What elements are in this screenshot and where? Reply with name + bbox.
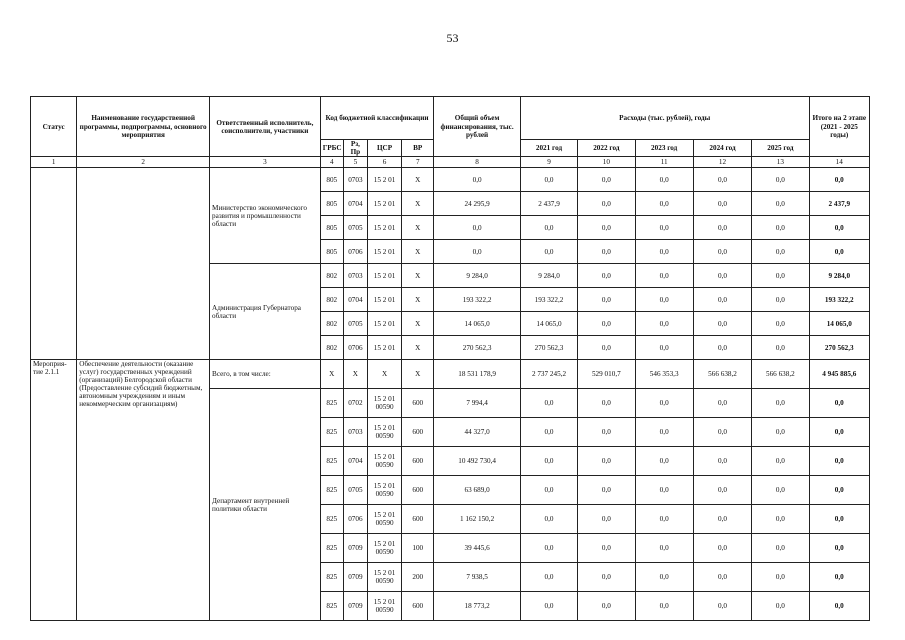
stage-total-cell: 0,0 [809, 476, 869, 505]
year-2025-cell: 0,0 [752, 476, 809, 505]
vr-cell: 600 [402, 505, 434, 534]
year-2022-cell: 0,0 [578, 240, 635, 264]
year-2022-cell: 0,0 [578, 418, 635, 447]
vr-cell: 600 [402, 389, 434, 418]
vr-cell: X [402, 216, 434, 240]
year-2022-cell: 0,0 [578, 389, 635, 418]
csr-cell: 15 2 01 [367, 192, 401, 216]
col-index: 5 [343, 157, 367, 168]
year-2023-cell: 0,0 [635, 336, 693, 360]
year-2023-cell: 0,0 [635, 288, 693, 312]
rzpr-cell: 0706 [343, 336, 367, 360]
col-index: 13 [752, 157, 809, 168]
csr-subcode: 00590 [375, 432, 394, 441]
total-cell: 10 492 730,4 [434, 447, 521, 476]
year-2021-cell: 0,0 [520, 592, 577, 621]
name-cell-empty [77, 168, 210, 360]
grbs-cell: 825 [320, 534, 343, 563]
vr-cell: X [402, 336, 434, 360]
year-2021-cell: 270 562,3 [520, 336, 577, 360]
year-2021-cell: 0,0 [520, 505, 577, 534]
year-2024-cell: 0,0 [693, 505, 751, 534]
year-2021-cell: 9 284,0 [520, 264, 577, 288]
header-rzpr: Рз, Пр [343, 140, 367, 157]
year-2022-cell: 0,0 [578, 192, 635, 216]
header-name: Наименование государственной программы, подпрограммы, основного мероприятия [77, 97, 210, 157]
total-cell: 14 065,0 [434, 312, 521, 336]
year-2024-cell: 0,0 [693, 288, 751, 312]
header-year-2023: 2023 год [635, 140, 693, 157]
total-cell: 24 295,9 [434, 192, 521, 216]
col-index: 2 [77, 157, 210, 168]
vr-cell: X [402, 288, 434, 312]
csr-code: 15 2 01 [373, 569, 396, 578]
year-2022-cell: 0,0 [578, 216, 635, 240]
total-cell: 193 322,2 [434, 288, 521, 312]
year-2023-cell: 0,0 [635, 505, 693, 534]
csr-subcode: 00590 [375, 606, 394, 615]
col-index: 10 [578, 157, 635, 168]
year-2021-cell: 0,0 [520, 476, 577, 505]
stage-total-cell: 0,0 [809, 447, 869, 476]
year-2023-cell: 0,0 [635, 168, 693, 192]
header-year-2025: 2025 год [752, 140, 809, 157]
rzpr-cell: 0704 [343, 192, 367, 216]
year-2025-cell: 0,0 [752, 192, 809, 216]
col-index: 1 [31, 157, 77, 168]
stage-total-cell: 0,0 [809, 389, 869, 418]
year-2022-cell: 0,0 [578, 563, 635, 592]
table-row [31, 168, 870, 192]
header-total-stage: Итого на 2 этапе (2021 - 2025 годы) [809, 97, 869, 157]
page-number: 53 [446, 31, 459, 45]
csr-subcode: 00590 [375, 490, 394, 499]
rzpr-cell: 0709 [343, 592, 367, 621]
csr-code: 15 2 01 [373, 598, 396, 607]
stage-total-cell: 0,0 [809, 563, 869, 592]
col-index: 8 [434, 157, 521, 168]
year-2021-cell: 0,0 [520, 563, 577, 592]
csr-cell [367, 418, 401, 447]
csr-cell: X [367, 360, 401, 389]
vr-cell: X [402, 192, 434, 216]
grbs-cell: 825 [320, 476, 343, 505]
year-2025-cell: 0,0 [752, 240, 809, 264]
year-2024-cell: 0,0 [693, 216, 751, 240]
grbs-cell: 805 [320, 168, 343, 192]
csr-cell [367, 389, 401, 418]
rzpr-cell: 0709 [343, 563, 367, 592]
year-2023-cell: 0,0 [635, 418, 693, 447]
header-year-2021: 2021 год [520, 140, 577, 157]
year-2023-cell: 0,0 [635, 447, 693, 476]
year-2022-cell: 529 010,7 [578, 360, 635, 389]
csr-code: 15 2 01 [373, 511, 396, 520]
total-cell: 0,0 [434, 240, 521, 264]
total-cell: 9 284,0 [434, 264, 521, 288]
vr-cell: 200 [402, 563, 434, 592]
year-2024-cell: 0,0 [693, 312, 751, 336]
year-2024-cell: 0,0 [693, 192, 751, 216]
col-index: 9 [520, 157, 577, 168]
year-2022-cell: 0,0 [578, 476, 635, 505]
rzpr-cell: 0705 [343, 216, 367, 240]
rzpr-cell: X [343, 360, 367, 389]
year-2022-cell: 0,0 [578, 505, 635, 534]
rzpr-cell: 0709 [343, 534, 367, 563]
grbs-cell: 802 [320, 264, 343, 288]
col-index: 3 [210, 157, 321, 168]
csr-cell: 15 2 01 [367, 312, 401, 336]
header-csr: ЦСР [367, 140, 401, 157]
grbs-cell: 805 [320, 216, 343, 240]
csr-subcode: 00590 [375, 548, 394, 557]
header-total-volume: Общий объем финансирования, тыс. рублей [434, 97, 521, 157]
total-cell: 39 445,6 [434, 534, 521, 563]
rzpr-cell: 0706 [343, 240, 367, 264]
year-2021-cell: 2 737 245,2 [520, 360, 577, 389]
csr-cell: 15 2 01 [367, 288, 401, 312]
csr-cell: 15 2 01 [367, 336, 401, 360]
rzpr-cell: 0703 [343, 264, 367, 288]
year-2023-cell: 0,0 [635, 192, 693, 216]
year-2025-cell: 0,0 [752, 168, 809, 192]
year-2023-cell: 0,0 [635, 240, 693, 264]
year-2024-cell: 0,0 [693, 336, 751, 360]
csr-cell [367, 505, 401, 534]
total-cell: 18 531 178,9 [434, 360, 521, 389]
rzpr-cell: 0703 [343, 418, 367, 447]
vr-cell: 100 [402, 534, 434, 563]
year-2023-cell: 0,0 [635, 534, 693, 563]
header-expenses: Расходы (тыс. рублей), годы [520, 97, 809, 140]
year-2025-cell: 0,0 [752, 389, 809, 418]
year-2021-cell: 14 065,0 [520, 312, 577, 336]
header-year-2024: 2024 год [693, 140, 751, 157]
year-2025-cell: 566 638,2 [752, 360, 809, 389]
year-2025-cell: 0,0 [752, 447, 809, 476]
year-2022-cell: 0,0 [578, 264, 635, 288]
year-2024-cell: 0,0 [693, 418, 751, 447]
header-budget-code: Код бюджетной классификации [320, 97, 434, 140]
csr-subcode: 00590 [375, 577, 394, 586]
year-2025-cell: 0,0 [752, 336, 809, 360]
grbs-cell: 802 [320, 336, 343, 360]
total-cell: 63 689,0 [434, 476, 521, 505]
vr-cell: X [402, 264, 434, 288]
total-cell: 18 773,2 [434, 592, 521, 621]
measure-status: Мероприя-тие 2.1.1 [31, 360, 77, 621]
year-2025-cell: 0,0 [752, 592, 809, 621]
rzpr-cell: 0705 [343, 476, 367, 505]
csr-code: 15 2 01 [373, 453, 396, 462]
csr-subcode: 00590 [375, 403, 394, 412]
year-2024-cell: 0,0 [693, 534, 751, 563]
total-cell: 0,0 [434, 216, 521, 240]
stage-total-cell: 0,0 [809, 592, 869, 621]
stage-total-cell: 0,0 [809, 240, 869, 264]
csr-cell [367, 563, 401, 592]
csr-cell [367, 476, 401, 505]
vr-cell: X [402, 312, 434, 336]
csr-code: 15 2 01 [373, 540, 396, 549]
grbs-cell: 825 [320, 592, 343, 621]
year-2021-cell: 0,0 [520, 447, 577, 476]
rzpr-cell: 0703 [343, 168, 367, 192]
col-index: 7 [402, 157, 434, 168]
column-index-row [31, 157, 870, 168]
stage-total-cell: 0,0 [809, 505, 869, 534]
vr-cell: 600 [402, 418, 434, 447]
total-cell: 44 327,0 [434, 418, 521, 447]
stage-total-cell: 0,0 [809, 168, 869, 192]
grbs-cell: 825 [320, 563, 343, 592]
year-2025-cell: 0,0 [752, 288, 809, 312]
csr-code: 15 2 01 [373, 482, 396, 491]
budget-table [30, 96, 870, 621]
year-2023-cell: 0,0 [635, 476, 693, 505]
grbs-cell: 825 [320, 418, 343, 447]
rzpr-cell: 0702 [343, 389, 367, 418]
csr-cell: 15 2 01 [367, 168, 401, 192]
year-2024-cell: 0,0 [693, 240, 751, 264]
csr-cell: 15 2 01 [367, 216, 401, 240]
rzpr-cell: 0705 [343, 312, 367, 336]
total-label: Всего, в том числе: [210, 360, 321, 389]
stage-total-cell: 0,0 [809, 418, 869, 447]
year-2023-cell: 0,0 [635, 389, 693, 418]
year-2025-cell: 0,0 [752, 264, 809, 288]
grbs-cell: 825 [320, 447, 343, 476]
stage-total-cell: 0,0 [809, 216, 869, 240]
rzpr-cell: 0706 [343, 505, 367, 534]
stage-total-cell: 2 437,9 [809, 192, 869, 216]
status-cell-empty [31, 168, 77, 360]
year-2025-cell: 0,0 [752, 418, 809, 447]
year-2024-cell: 0,0 [693, 592, 751, 621]
csr-code: 15 2 01 [373, 424, 396, 433]
col-index: 12 [693, 157, 751, 168]
year-2022-cell: 0,0 [578, 312, 635, 336]
year-2021-cell: 0,0 [520, 216, 577, 240]
csr-code: 15 2 01 [373, 395, 396, 404]
vr-cell: 600 [402, 592, 434, 621]
year-2024-cell: 0,0 [693, 168, 751, 192]
stage-total-cell: 4 945 885,6 [809, 360, 869, 389]
year-2024-cell: 0,0 [693, 389, 751, 418]
executor-ministry: Министерство экономического развития и промышленности области [210, 168, 321, 264]
year-2022-cell: 0,0 [578, 592, 635, 621]
vr-cell: X [402, 168, 434, 192]
year-2022-cell: 0,0 [578, 534, 635, 563]
header-status: Статус [31, 97, 77, 157]
total-cell: 7 938,5 [434, 563, 521, 592]
vr-cell: X [402, 240, 434, 264]
total-cell: 0,0 [434, 168, 521, 192]
grbs-cell: 805 [320, 240, 343, 264]
year-2025-cell: 0,0 [752, 534, 809, 563]
year-2021-cell: 0,0 [520, 168, 577, 192]
measure-name: Обеспечение деятельности (оказание услуг) государственных учреждений (организаций) Белгородской области (Предоставление субсидий бюджетным, автономным учреждениям и иным некоммерческим организациям) [77, 360, 210, 621]
stage-total-cell: 14 065,0 [809, 312, 869, 336]
measure-total-row [31, 360, 870, 389]
year-2021-cell: 0,0 [520, 534, 577, 563]
grbs-cell: 802 [320, 288, 343, 312]
csr-cell [367, 592, 401, 621]
year-2023-cell: 0,0 [635, 563, 693, 592]
year-2023-cell: 0,0 [635, 264, 693, 288]
executor-admin: Администрация Губернатора области [210, 264, 321, 360]
csr-subcode: 00590 [375, 461, 394, 470]
grbs-cell: X [320, 360, 343, 389]
stage-total-cell: 270 562,3 [809, 336, 869, 360]
year-2021-cell: 0,0 [520, 418, 577, 447]
header-grbs: ГРБС [320, 140, 343, 157]
year-2024-cell: 0,0 [693, 476, 751, 505]
header-executor: Ответственный исполнитель, соисполнители, участники [210, 97, 321, 157]
year-2024-cell: 0,0 [693, 447, 751, 476]
total-cell: 7 994,4 [434, 389, 521, 418]
year-2022-cell: 0,0 [578, 336, 635, 360]
year-2022-cell: 0,0 [578, 168, 635, 192]
stage-total-cell: 9 284,0 [809, 264, 869, 288]
vr-cell: X [402, 360, 434, 389]
grbs-cell: 825 [320, 389, 343, 418]
csr-cell: 15 2 01 [367, 240, 401, 264]
year-2023-cell: 546 353,3 [635, 360, 693, 389]
col-index: 14 [809, 157, 869, 168]
col-index: 11 [635, 157, 693, 168]
year-2025-cell: 0,0 [752, 563, 809, 592]
year-2023-cell: 0,0 [635, 216, 693, 240]
csr-cell [367, 447, 401, 476]
year-2024-cell: 0,0 [693, 264, 751, 288]
year-2025-cell: 0,0 [752, 312, 809, 336]
stage-total-cell: 0,0 [809, 534, 869, 563]
year-2025-cell: 0,0 [752, 216, 809, 240]
grbs-cell: 802 [320, 312, 343, 336]
csr-cell [367, 534, 401, 563]
header-vr: ВР [402, 140, 434, 157]
year-2025-cell: 0,0 [752, 505, 809, 534]
stage-total-cell: 193 322,2 [809, 288, 869, 312]
year-2024-cell: 0,0 [693, 563, 751, 592]
csr-cell: 15 2 01 [367, 264, 401, 288]
col-index: 4 [320, 157, 343, 168]
year-2022-cell: 0,0 [578, 288, 635, 312]
year-2021-cell: 2 437,9 [520, 192, 577, 216]
year-2024-cell: 566 638,2 [693, 360, 751, 389]
rzpr-cell: 0704 [343, 288, 367, 312]
grbs-cell: 825 [320, 505, 343, 534]
col-index: 6 [367, 157, 401, 168]
header-year-2022: 2022 год [578, 140, 635, 157]
year-2021-cell: 193 322,2 [520, 288, 577, 312]
executor-dept: Департамент внутренней политики области [210, 389, 321, 621]
rzpr-cell: 0704 [343, 447, 367, 476]
year-2023-cell: 0,0 [635, 312, 693, 336]
total-cell: 270 562,3 [434, 336, 521, 360]
year-2021-cell: 0,0 [520, 240, 577, 264]
total-cell: 1 162 150,2 [434, 505, 521, 534]
csr-subcode: 00590 [375, 519, 394, 528]
year-2022-cell: 0,0 [578, 447, 635, 476]
grbs-cell: 805 [320, 192, 343, 216]
vr-cell: 600 [402, 447, 434, 476]
year-2023-cell: 0,0 [635, 592, 693, 621]
vr-cell: 600 [402, 476, 434, 505]
year-2021-cell: 0,0 [520, 389, 577, 418]
